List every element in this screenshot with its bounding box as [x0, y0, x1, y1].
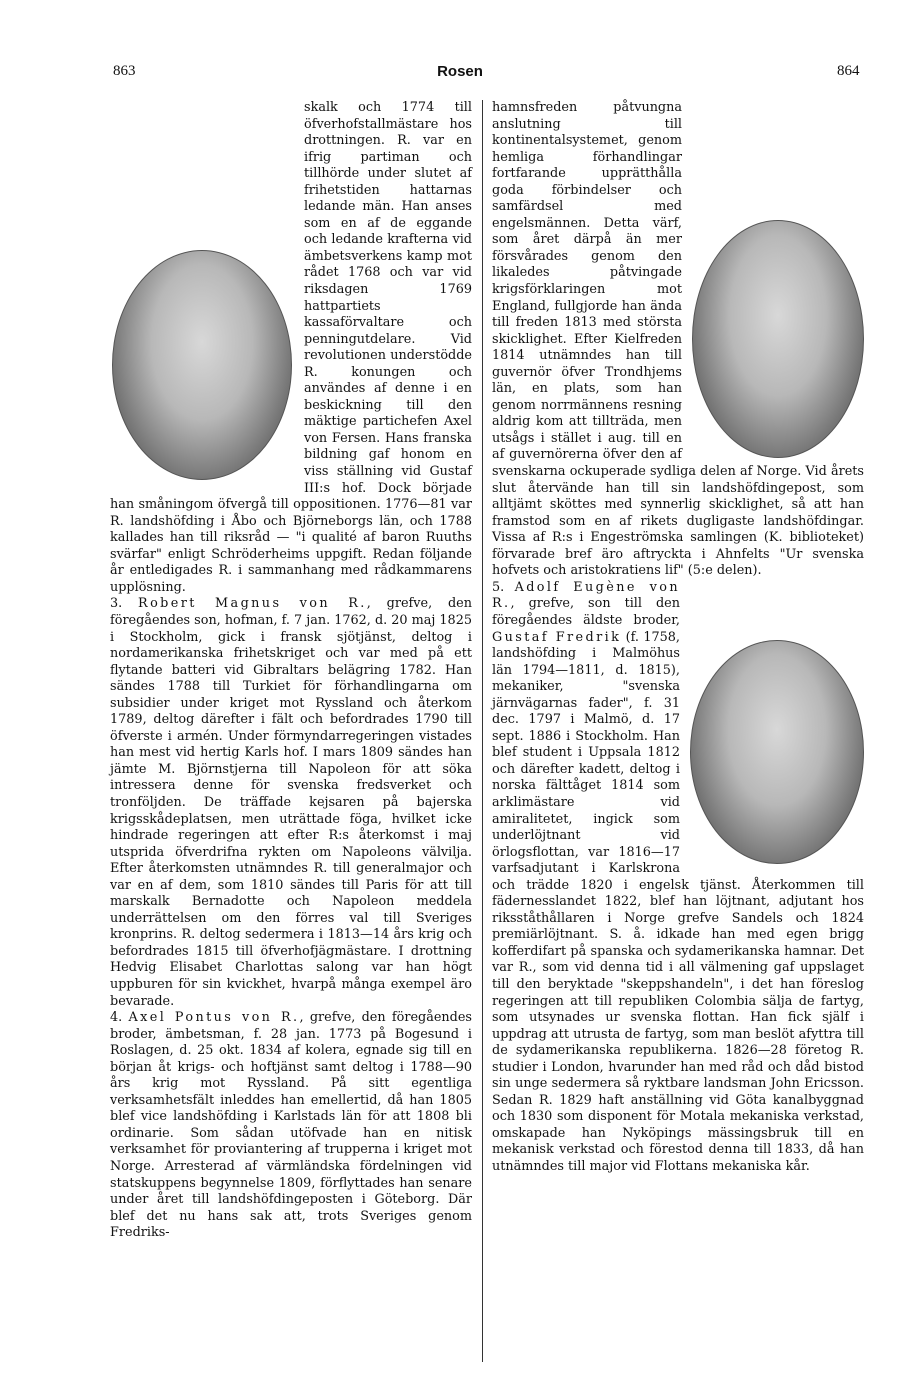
portrait-image	[692, 220, 864, 458]
paragraph: 5. Adolf Eugène von R., grefve, son till den föregåendes äldste broder, Gustaf Fredrik (f. 1758, landshöfding i Malmöhus län 1794—1811, d. 1815), mekaniker, "svenska järnvägarnas fader", f. 31 dec. 1797 i Malmö, d. 17 sept. 1886 i Stockholm. Han blef student i Uppsala 1812 och därefter kadett, deltog i norska fälttåget 1814 som arklimästare vid amiralitetet, ingick som underlöjtnant vid örlogsflottan, var 1816—17 varfsadjutant i Karlskrona och trädde 1820 i engelsk tjänst. Återkommen till fädernesslandet 1822, blef han löjtnant, adjutant hos riksståthållaren i Norge grefve Sandels och 1824 premiärlöjtnant. S. å. idkade han med egen brigg kofferdifart på spanska och sydamerikanska hamnar. Det var R., som vid denna tid i all välmening gaf uppslaget till den beryktade "skeppshandeln", i det han föreslog regeringen att till republiken Colombia sälja de fartyg, som utsynades ur svenska flottan. Han fick själf i uppdrag att utrusta de fartyg, som man beslöt afyttra till de sydamerikanska republikerna. 1826—28 företog R. studier i London, hvarunder han med råd och dåd bistod sin unge sedermera så ryktbare landsman John Ericsson. Sedan R. 1829 haft anställning vid Göta kanalbyggnad och 1830 som disponent för Motala mekaniska verkstad, omskapade han Nyköpings mässingsbruk till en mekanisk verkstad och förestod denna till 1833, då han utnämndes till major vid Flottans mekaniska kår.	[492, 579, 864, 1174]
right-column	[492, 100, 864, 1176]
column-divider	[482, 100, 483, 1362]
entry-name: Axel Pontus von R.	[128, 1010, 300, 1026]
paragraph: 4. Axel Pontus von R., grefve, den föregåendes broder, ämbetsman, f. 28 jan. 1773 på Bogesund i Roslagen, d. 25 okt. 1834 af kolera, egnade sig till en början åt krigs- och hoftjänst samt deltog i 1788—90 års krig mot Ryssland. På sitt egentliga verksamhetsfält inleddes han emellertid, då han 1805 blef vice landshöfding i Karlstads län för att 1808 bli ordinarie. Som sådan utöfvade han en nitisk verksamhet för proviantering af trupperna i kriget mot Norge. Arresterad af värmländska fördelningen vid statskuppens begynnelse 1809, förflyttades han senare under året till landshöfdingeposten i Göteborg. Där blef det nu hans sak att, trots Sveriges genom Fredriks-	[110, 1010, 472, 1241]
entry-name: Gustaf Fredrik	[492, 629, 622, 645]
entry-name: Adolf Eugène von R.	[492, 579, 681, 612]
paragraph: skalk och 1774 till öfverhofstallmästare hos drottningen. R. var en ifrig partiman och tillhörde under slutet af frihetstiden hattarnas ledande män. Han anses som en af de eggande och ledande krafterna vid ämbetsverkens kamp mot rådet 1768 och var vid riksdagen 1769 hattpartiets kassaförvaltare och penningutdelare. Vid revolutionen understödde R. konungen och användes af denne i en beskickning till den mäktige partichefen Axel von Fersen. Hans franska bildning gaf honom en viss ställning vid Gustaf III:s hof. Dock började han småningom öfvergå till oppositionen. 1776—81 var R. landshöfding i Åbo och Björneborgs län, och 1788 kallades han till riksråd — "i qualité af baron Ruuths svärfar" enligt Schröderheims uppgift. Redan följande år entledigades R. i sammanhang med rådkammarens upplösning.	[110, 100, 472, 595]
portrait-image	[112, 250, 292, 480]
page-header	[0, 63, 920, 85]
paragraph: 3. Robert Magnus von R., grefve, den föregåendes son, hofman, f. 7 jan. 1762, d. 20 maj 1825 i Stockholm, gick i fransk sjötjänst, deltog i nordamerikanska frihetskriget och var med på ett flytande batteri vid Gibraltars belägring 1782. Han sändes 1788 till Turkiet för förhandlingarna om subsidier under kriget mot Ryssland och återkom 1789, deltog därefter i fält och befordrades 1790 till öfverste i armén. Under förmyndarregeringen vistades han mest vid hertig Karls hof. I mars 1809 sändes han jämte M. Björnstjerna till Napoleon för att söka intressera denne för svenska fredsverket och tronföljden. De träffade kejsaren på bajerska krigsskådeplatsen, men uträttade föga, hvilket icke hindrade regeringen att efter R:s återkomst i maj utsprida öfverdrifna rykten om Napoleons välvilja. Efter återkomsten utnämndes R. till generalmajor och var en af dem, som 1810 sändes till Paris för att till marskalk Bernadotte och Napoleon meddela underrättelsen om den förres val till Sveriges kronprins. R. deltog sedermera i 1813—14 års krig och befordrades 1815 till öfverhofjägmästare. I drottning Hedvig Elisabet Charlottas salong var han högt uppburen för sin kvickhet, hvarpå många exempel äro bevarade.	[110, 596, 472, 1009]
running-head: Rosen	[437, 63, 483, 80]
right-page-number: 864	[837, 63, 860, 79]
entry-name: Robert Magnus von R.	[138, 596, 367, 612]
left-column	[110, 100, 472, 1242]
left-page-number: 863	[113, 63, 136, 79]
paragraph: hamnsfreden påtvungna anslutning till kontinentalsystemet, genom hemliga förhandlingar fortfarande upprätthålla goda förbindelser och samfärdsel med engelsmännen. Detta värf, som året därpå än mer försvårades genom den likaledes påtvingade krigsförklaringen mot England, fullgjorde han ända till freden 1813 med största skicklighet. Efter Kielfreden 1814 utnämndes han till guvernör öfver Trondhjems län, en plats, som han genom norrmännens resning aldrig kom att tillträda, men utsågs i stället i aug. till en af guvernörerna öfver den af svenskarna ockuperade sydliga delen af Norge. Vid årets slut återvände han till sin landshöfdingepost, som alltjämt sköttes med synnerlig skicklighet, så att han framstod som en af rikets dugligaste landshöfdingar. Vissa af R:s i Engeströmska samlingen (K. biblioteket) förvarade bref äro aftryckta i Ahnfelts "Ur svenska hofvets och aristokratiens lif" (5:e delen).	[492, 100, 864, 579]
portrait-image	[690, 640, 864, 864]
